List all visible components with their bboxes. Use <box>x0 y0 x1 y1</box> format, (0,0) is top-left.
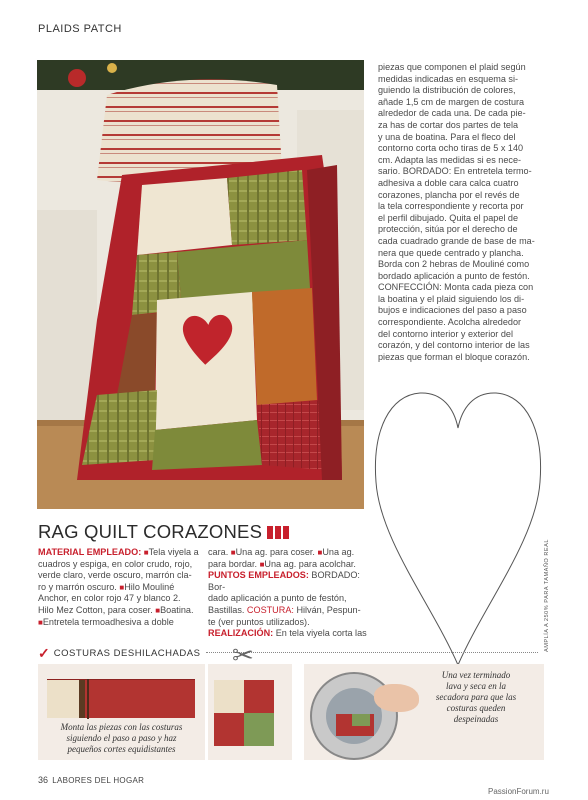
instructions-line: bujos e indicaciones del paso a paso <box>378 305 527 316</box>
instructions-line: corazón, y del contorno interior de las <box>378 340 530 351</box>
article-title: RAG QUILT CORAZONES <box>38 521 263 542</box>
instructions-line: añade 1,5 cm de margen de costura <box>378 96 525 107</box>
scissors-icon: ✂ <box>232 640 254 670</box>
template-scale-note: AMPLÍA A 250% PARA TAMAÑO REAL <box>544 539 550 652</box>
article-title-row <box>38 521 289 543</box>
patch-blocks-illustration <box>214 680 274 746</box>
instructions-line: CONFECCIÓN: Monta cada pieza con <box>378 282 534 293</box>
quilt-illustration <box>37 60 364 509</box>
quilt-photo <box>37 60 364 509</box>
section-header: PLAIDS PATCH <box>38 23 122 35</box>
steps-header: ✓ COSTURAS DESHILACHADAS <box>38 646 538 660</box>
instructions-line: piezas que forman el bloque corazón. <box>378 351 530 362</box>
step-1-panel <box>38 664 205 760</box>
instructions-line: la boatina y el plaid siguiendo los di- <box>378 293 525 304</box>
instructions-line: cm. Adapta las medidas si es nece- <box>378 154 522 165</box>
step-3-caption: Una vez terminado lava y seca en la secadora para que las costuras queden despeinadas <box>435 670 517 724</box>
instructions-line: bordado aplicación a punto de festón. <box>378 270 530 281</box>
page-footer <box>38 775 144 785</box>
instructions-column <box>378 62 573 363</box>
instructions-line: el perfil dibujado. Quita el papel de <box>378 212 519 223</box>
instructions-line: correspondiente. Acolcha alrededor <box>378 317 522 328</box>
materials-label: MATERIAL EMPLEADO: <box>38 547 142 557</box>
check-icon: ✓ <box>38 644 50 661</box>
instructions-line: la tela correspondiente y recorta por <box>378 201 524 212</box>
page-number: 36 <box>38 775 49 785</box>
magazine-name: LABORES DEL HOGAR <box>52 776 145 785</box>
heart-template <box>372 390 544 670</box>
instructions-line: medidas indicadas en esquema si- <box>378 73 519 84</box>
instructions-line: corazones, plancha por el revés de <box>378 189 520 200</box>
hand-icon <box>374 684 419 712</box>
instructions-line: piezas que componen el plaid según <box>378 62 526 72</box>
materials-column: MATERIAL EMPLEADO: ■Tela viyela a cuadros y espiga, en color crudo, rojo, verde claro, verde oscuro, marrón cla- ro y marrón oscuro. ■Hilo Mouliné Anchor, en color rojo 47 y blanco 2. Hilo Mez Cotton, para coser. ■Boatina. ■Entretela termoadhesiva a doble <box>38 547 199 627</box>
step-1-caption: Monta las piezas con las costuras siguiendo el paso a paso y haz pequeños cortes equidistantes <box>60 722 183 754</box>
fabric-strip-illustration <box>47 679 195 718</box>
instructions-line: sario. BORDADO: En entretela termo- <box>378 166 532 177</box>
stitches-column: cara. ■Una ag. para coser. ■Una ag. para bordar. ■Una ag. para acolchar. PUNTOS EMPLEADOS: BORDADO: Bor- dado aplicación a punto de festón, Bastillas. COSTURA: Hilván, Pespun- te (ver puntos utilizados). REALIZACIÓN: En tela viyela corta las <box>208 547 367 639</box>
instructions-line: protección, sitúa por el derecho de <box>378 224 518 235</box>
step-3-panel <box>304 664 544 760</box>
instructions-line: y una de boatina. Para el fleco del <box>378 131 516 142</box>
instructions-line: guiendo la distribución de colores, <box>378 85 516 96</box>
instructions-line: cada cuadrado grande de base de ma- <box>378 235 535 246</box>
step-2-panel <box>208 640 292 760</box>
instructions-line: Borda con 2 hebras de Mouliné como <box>378 259 530 270</box>
instructions-line: alrededor de cada una. De cada pie- <box>378 108 526 119</box>
watermark: PassionForum.ru <box>488 787 549 796</box>
instructions-line: del contorno interior y exterior del <box>378 328 513 339</box>
instructions-line: nera que quede centrado y plancha. <box>378 247 524 258</box>
instructions-line: za has de cortar dos partes de tela <box>378 119 519 130</box>
instructions-line: adhesiva a doble cara calca cuatro <box>378 177 519 188</box>
instructions-line: contorno corta ocho tiras de 5 x 140 <box>378 143 524 154</box>
difficulty-icon <box>267 526 289 539</box>
